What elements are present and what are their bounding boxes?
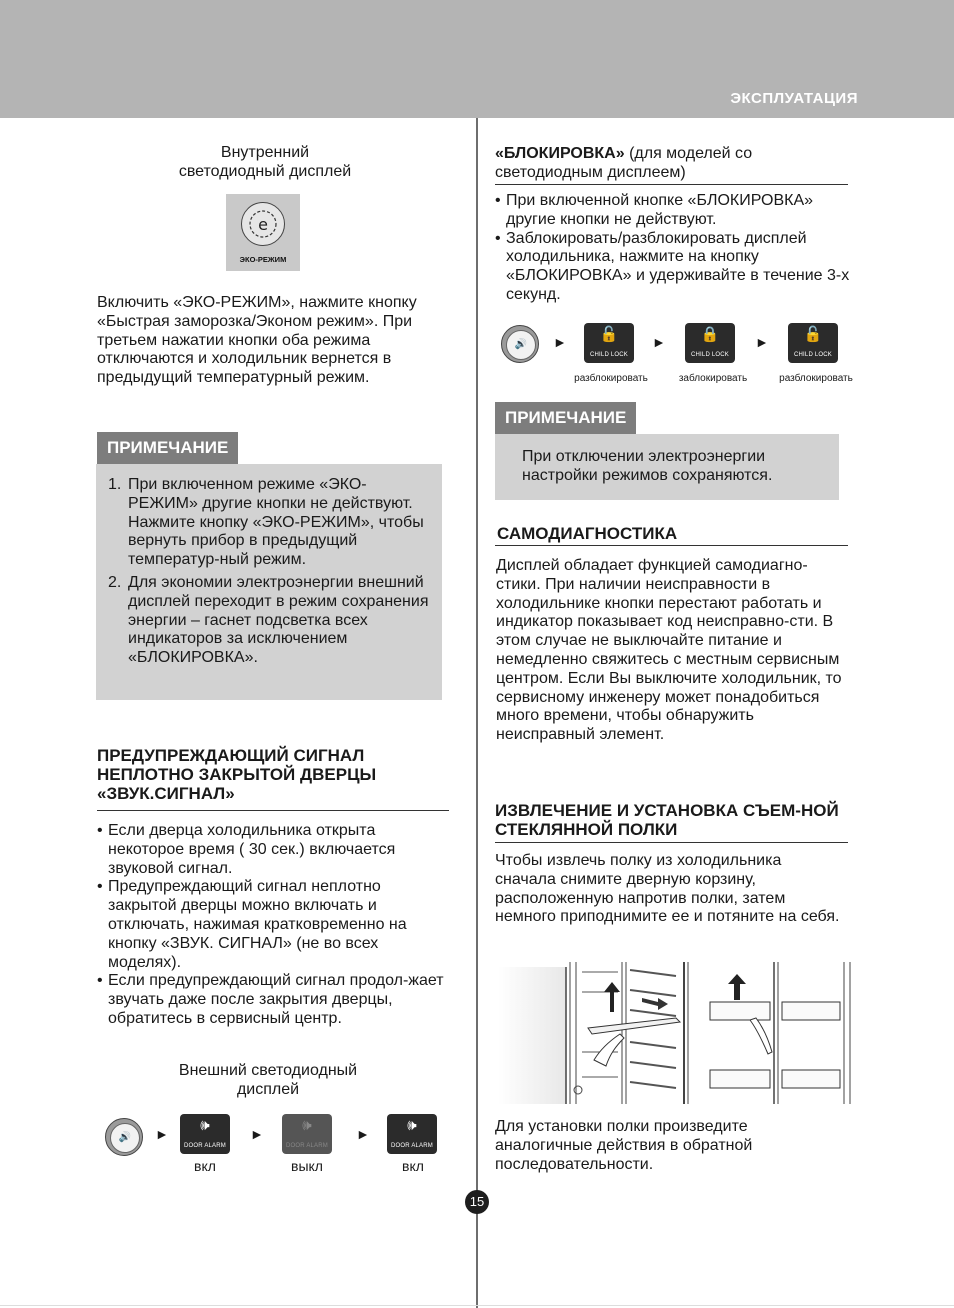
speaker-icon: 🕪 bbox=[302, 1117, 312, 1134]
child-lock-display: 🔒 CHILD LOCK bbox=[685, 323, 735, 363]
shelf-paragraph: Чтобы извлечь полку из холодильника сначала снимите дверную корзину, расположенную напротив полки, затем немного приподнимите ее и потяните на себя. bbox=[495, 852, 840, 926]
note-item: 1. При включенном режиме «ЭКО-РЕЖИМ» другие кнопки не действуют. Нажмите кнопку «ЭКО-РЕЖИМ», чтобы вернуть прибор в предыдущий температур-ный режим. bbox=[108, 476, 424, 569]
arrow-right-icon: ► bbox=[155, 1126, 169, 1142]
sound-icon: 🔊 bbox=[110, 1123, 140, 1153]
lock-icon: 🔒 bbox=[700, 326, 720, 343]
alarm-round-button bbox=[105, 1118, 143, 1156]
arrow-right-icon: ► bbox=[553, 334, 567, 350]
alarm-bullet: • Если дверца холодильника открыта некоторое время ( 30 сек.) включается звуковой сигнал. bbox=[97, 822, 447, 878]
shelf-illustration bbox=[498, 962, 858, 1104]
alarm-bullets bbox=[97, 822, 447, 1029]
arrow-right-icon: ► bbox=[652, 334, 666, 350]
lock-bullet: • Заблокировать/разблокировать дисплей холодильника, нажмите на кнопку «БЛОКИРОВКА» и удерживайте в течение 3-х секунд. bbox=[495, 230, 861, 305]
diag-heading-rule bbox=[495, 545, 848, 546]
note-tab-right: ПРИМЕЧАНИЕ bbox=[495, 402, 636, 434]
note-box-left bbox=[96, 464, 442, 700]
door-alarm-off-display: 🕪 DOOR ALARM bbox=[282, 1114, 332, 1154]
svg-text:e: e bbox=[258, 215, 268, 234]
alarm-bullet: • Предупреждающий сигнал неплотно закрытой дверцы можно включать и отключать, нажимая кратковременно на кнопку «ЗВУК. СИГНАЛ» (не во всех моделях). bbox=[97, 878, 447, 972]
install-paragraph: Для установки полки произведите аналогичные действия в обратной последовательности. bbox=[495, 1118, 753, 1173]
lock-heading-rule bbox=[495, 184, 848, 185]
arrow-right-icon: ► bbox=[356, 1126, 370, 1142]
inner-display-caption: Внутренний светодиодный дисплей bbox=[178, 144, 352, 180]
lock-round-button bbox=[501, 325, 539, 363]
alarm-heading-rule bbox=[97, 810, 449, 811]
door-alarm-state: выкл bbox=[291, 1158, 323, 1174]
outer-display-caption: Внешний светодиодный дисплей bbox=[178, 1062, 358, 1098]
door-alarm-state: вкл bbox=[402, 1158, 424, 1174]
column-divider bbox=[476, 118, 478, 1308]
lock-bullet: • При включенной кнопке «БЛОКИРОВКА» другие кнопки не действуют. bbox=[495, 192, 861, 230]
diag-paragraph: Дисплей обладает функцией самодиагно-стики. При наличии неисправности в холодильнике кнопки перестают работать и индикатор показывает код неисправно-сти. В этом случае не выключайте питание и немедленно свяжитесь с местным сервисным центром. Если Вы выключите холодильник, то сервисному инженеру может понадобиться много времени, чтобы обнаружить неисправный элемент. bbox=[496, 557, 842, 744]
bottom-rule bbox=[0, 1305, 954, 1306]
child-lock-state: разблокировать bbox=[779, 373, 853, 384]
child-lock-display: 🔓 CHILD LOCK bbox=[584, 323, 634, 363]
eco-paragraph: Включить «ЭКО-РЕЖИМ», нажмите кнопку «Быстрая заморозка/Эконом режим». При третьем нажатии кнопки оба режима отключаются и холодильник вернется в предыдущий температурный режим. bbox=[97, 294, 417, 387]
note-text: При отключении электроэнергии настройки режимов сохраняются. bbox=[522, 448, 773, 484]
eco-icon bbox=[241, 202, 285, 246]
diag-heading: САМОДИАГНОСТИКА bbox=[497, 524, 678, 543]
unlock-icon: 🔓 bbox=[803, 326, 823, 343]
sound-icon: 🔊 bbox=[506, 330, 536, 360]
lock-bullets bbox=[495, 192, 861, 305]
child-lock-display: 🔓 CHILD LOCK bbox=[788, 323, 838, 363]
door-alarm-on-display: 🕪 DOOR ALARM bbox=[180, 1114, 230, 1154]
child-lock-state: разблокировать bbox=[574, 373, 648, 384]
section-title: ЭКСПЛУАТАЦИЯ bbox=[730, 90, 858, 107]
note-item: 2. Для экономии электроэнергии внешний дисплей переходит в режим сохранения энергии – гаснет подсветка всех индикаторов за исключением «БЛОКИРОВКА». bbox=[108, 573, 429, 667]
note-box-right bbox=[495, 434, 839, 500]
alarm-heading: ПРЕДУПРЕЖДАЮЩИЙ СИГНАЛ НЕПЛОТНО ЗАКРЫТОЙ ДВЕРЦЫ «ЗВУК.СИГНАЛ» bbox=[97, 746, 377, 803]
arrow-right-icon: ► bbox=[250, 1126, 264, 1142]
arrow-right-icon: ► bbox=[755, 334, 769, 350]
door-alarm-state: вкл bbox=[194, 1158, 216, 1174]
child-lock-state: заблокировать bbox=[678, 373, 748, 384]
page-number: 15 bbox=[465, 1190, 489, 1214]
shelf-heading: ИЗВЛЕЧЕНИЕ И УСТАНОВКА СЪЕМ-НОЙ СТЕКЛЯННОЙ ПОЛКИ bbox=[495, 801, 839, 839]
eco-button-label: ЭКО-РЕЖИМ bbox=[239, 255, 287, 264]
note-tab-left: ПРИМЕЧАНИЕ bbox=[97, 432, 238, 464]
shelf-heading-rule bbox=[495, 842, 848, 843]
alarm-bullet: • Если предупреждающий сигнал продол-жает звучать даже после закрытия дверцы, обратитесь в сервисный центр. bbox=[97, 972, 447, 1028]
speaker-icon: 🕪 bbox=[200, 1117, 210, 1134]
speaker-icon: 🕪 bbox=[407, 1117, 417, 1134]
door-alarm-on-display: 🕪 DOOR ALARM bbox=[387, 1114, 437, 1154]
unlock-icon: 🔓 bbox=[599, 326, 619, 343]
eco-mode-button bbox=[226, 194, 300, 271]
lock-heading: «БЛОКИРОВКА» (для моделей со светодиодным дисплеем) bbox=[495, 145, 753, 181]
